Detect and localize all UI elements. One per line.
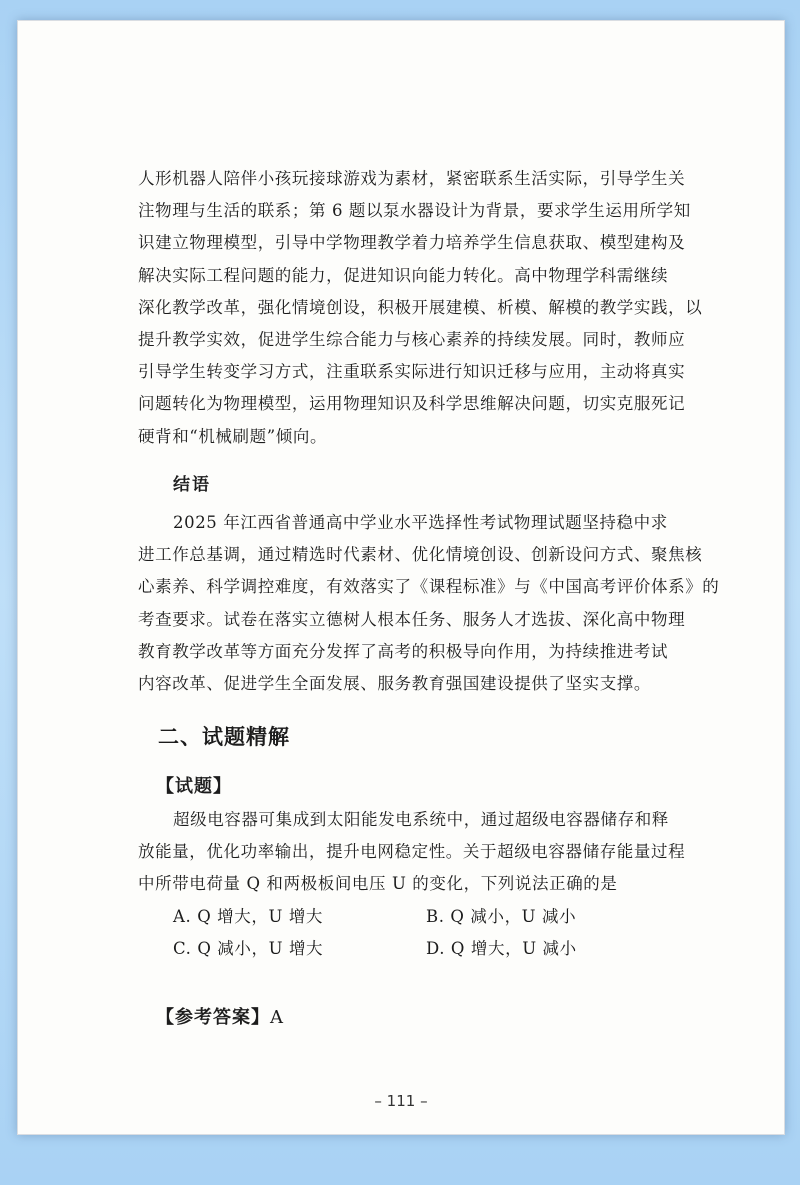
text-line: 硬背和“机械刷题”倾向。 xyxy=(138,426,328,446)
option-d: D. Q 增大，U 减小 xyxy=(426,939,577,958)
text-line: 注物理与生活的联系；第 6 题以泵水器设计为背景，要求学生运用所学知 xyxy=(138,201,691,221)
text-line: 引导学生转变学习方式，注重联系实际进行知识迁移与应用，主动将真实 xyxy=(138,362,686,382)
document-page xyxy=(17,20,785,1135)
text-line: 2025 年江西省普通高中学业水平选择性考试物理试题坚持稳中求 xyxy=(173,513,668,532)
text-line: 放能量，优化功率输出，提升电网稳定性。关于超级电容器储存能量过程 xyxy=(138,842,686,862)
conclusion-heading: 结语 xyxy=(173,475,211,495)
option-b: B. Q 减小，U 减小 xyxy=(426,907,577,926)
section-heading: 二、试题精解 xyxy=(158,724,290,749)
question-stem xyxy=(138,804,698,901)
text-line: 超级电容器可集成到太阳能发电系统中，通过超级电容器储存和释 xyxy=(173,810,669,829)
option-c: C. Q 减小，U 增大 xyxy=(173,939,324,958)
text-line: 问题转化为物理模型，运用物理知识及科学思维解决问题，切实克服死记 xyxy=(138,394,686,414)
option-a: A. Q 增大，U 增大 xyxy=(173,907,324,926)
text-line: 教育教学改革等方面充分发挥了高考的积极导向作用，为持续推进考试 xyxy=(138,641,669,661)
text-line: 中所带电荷量 Q 和两极板间电压 U 的变化，下列说法正确的是 xyxy=(138,874,618,894)
answer-row xyxy=(156,1003,283,1029)
text-line: 人形机器人陪伴小孩玩接球游戏为素材，紧密联系生活实际，引导学生关 xyxy=(138,169,686,188)
text-line: 心素养、科学调控难度，有效落实了《课程标准》与《中国高考评价体系》的 xyxy=(138,577,720,597)
text-line: 深化教学改革，强化情境创设，积极开展建模、析模、解模的教学实践，以 xyxy=(138,297,703,317)
body-paragraph-2 xyxy=(138,507,720,700)
text-line: 解决实际工程问题的能力，促进知识向能力转化。高中物理学科需继续 xyxy=(138,265,669,285)
text-line: 识建立物理模型，引导中学物理教学着力培养学生信息获取、模型建构及 xyxy=(138,233,686,253)
page-number: – 111 – xyxy=(374,1092,428,1110)
text-line: 进工作总基调，通过精选时代素材、优化情境创设、创新设问方式、聚焦核 xyxy=(138,545,703,565)
question-label: 【试题】 xyxy=(156,776,232,797)
answer-label: 【参考答案】 xyxy=(156,1007,270,1028)
body-paragraph-1 xyxy=(138,163,703,453)
text-line: 提升教学实效，促进学生综合能力与核心素养的持续发展。同时，教师应 xyxy=(138,330,686,350)
answer-value: A xyxy=(270,1007,283,1028)
text-line: 内容改革、促进学生全面发展、服务教育强国建设提供了坚实支撑。 xyxy=(138,674,651,694)
text-line: 考查要求。试卷在落实立德树人根本任务、服务人才选拔、深化高中物理 xyxy=(138,609,686,629)
